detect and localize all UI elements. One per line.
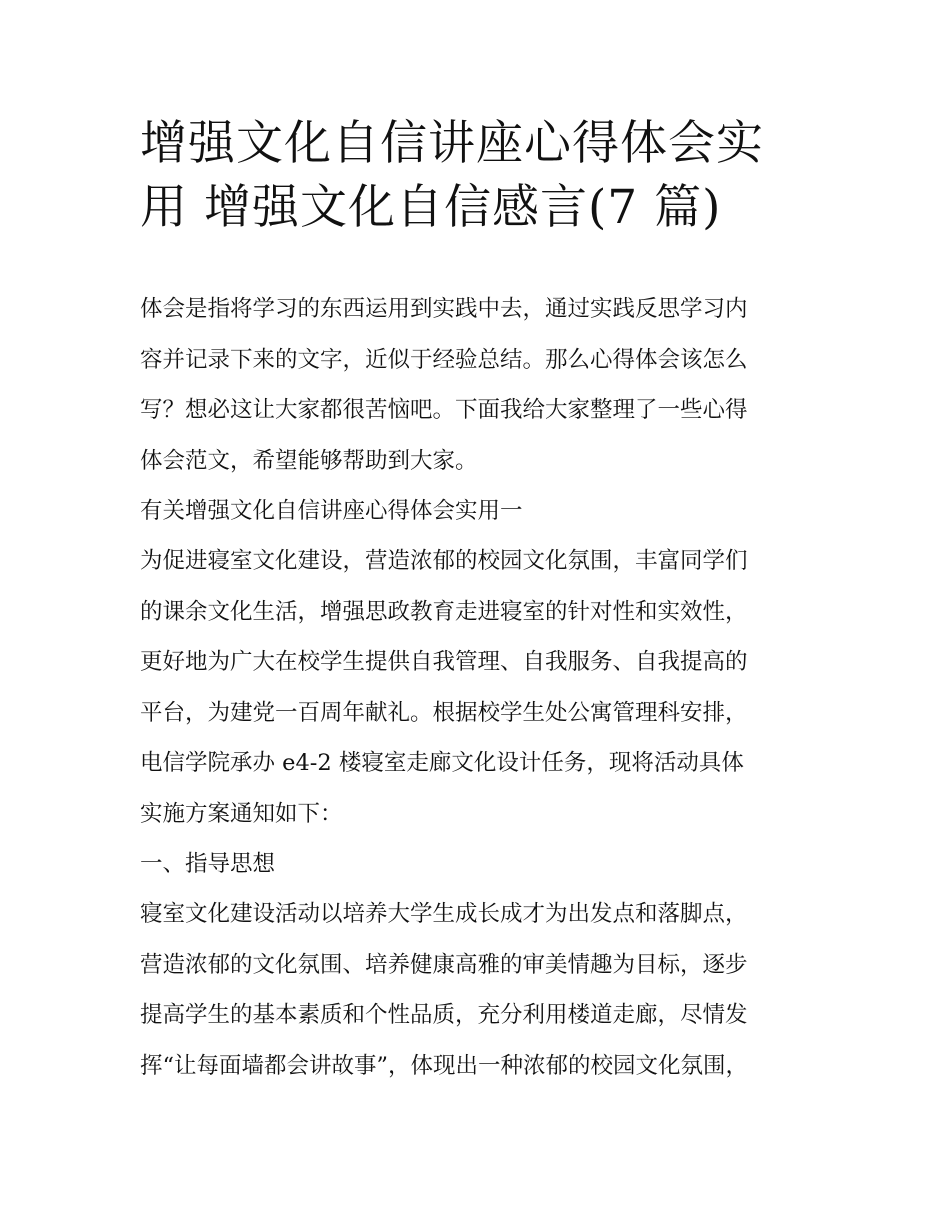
title-line: 增强文化自信讲座心得体会实 (140, 116, 764, 171)
text-line: 体会是指将学习的东西运用到实践中去，通过实践反思学习内 (140, 296, 748, 322)
text-line: 实施方案通知如下： (140, 800, 343, 827)
text-line: 更好地为广大在校学生提供自我管理、自我服务、自我提高的 (140, 649, 748, 675)
title-line: 用 增强文化自信感言(7 篇) (140, 180, 722, 235)
text-line: 体会范文，希望能够帮助到大家。 (140, 447, 478, 474)
section-heading (140, 486, 820, 537)
text-line: 提高学生的基本素质和个性品质，充分利用楼道走廊，尽情发 (140, 1002, 748, 1028)
document-title (140, 112, 820, 240)
text-line: 平台，为建党一百周年献礼。根据校学生处公寓管理科安排， (140, 699, 748, 726)
text-line: 一、指导思想 (140, 851, 276, 877)
intro-paragraph (140, 284, 820, 486)
text-line: 容并记录下来的文字，近似于经验总结。那么心得体会该怎么 (140, 346, 748, 373)
text-line: 寝室文化建设活动以培养大学生成长成才为出发点和落脚点， (140, 901, 748, 927)
subheading-guiding-thought (140, 839, 820, 890)
text-line: 挥“让每面墙都会讲故事”，体现出一种浓郁的校园文化氛围， (140, 1052, 749, 1079)
text-line: 为促进寝室文化建设，营造浓郁的校园文化氛围，丰富同学们 (140, 548, 748, 574)
paragraph-1 (140, 536, 820, 839)
text-line: 写？想必这让大家都很苦恼吧。下面我给大家整理了一些心得 (140, 397, 748, 423)
text-line: 营造浓郁的文化氛围、培养健康高雅的审美情趣为目标，逐步 (140, 951, 748, 978)
paragraph-2 (140, 889, 820, 1091)
text-line: 有关增强文化自信讲座心得体会实用一 (140, 498, 523, 524)
text-line: 的课余文化生活，增强思政教育走进寝室的针对性和实效性， (140, 598, 748, 625)
text-line: 电信学院承办 e4-2 楼寝室走廊文化设计任务，现将活动具体 (140, 750, 744, 776)
